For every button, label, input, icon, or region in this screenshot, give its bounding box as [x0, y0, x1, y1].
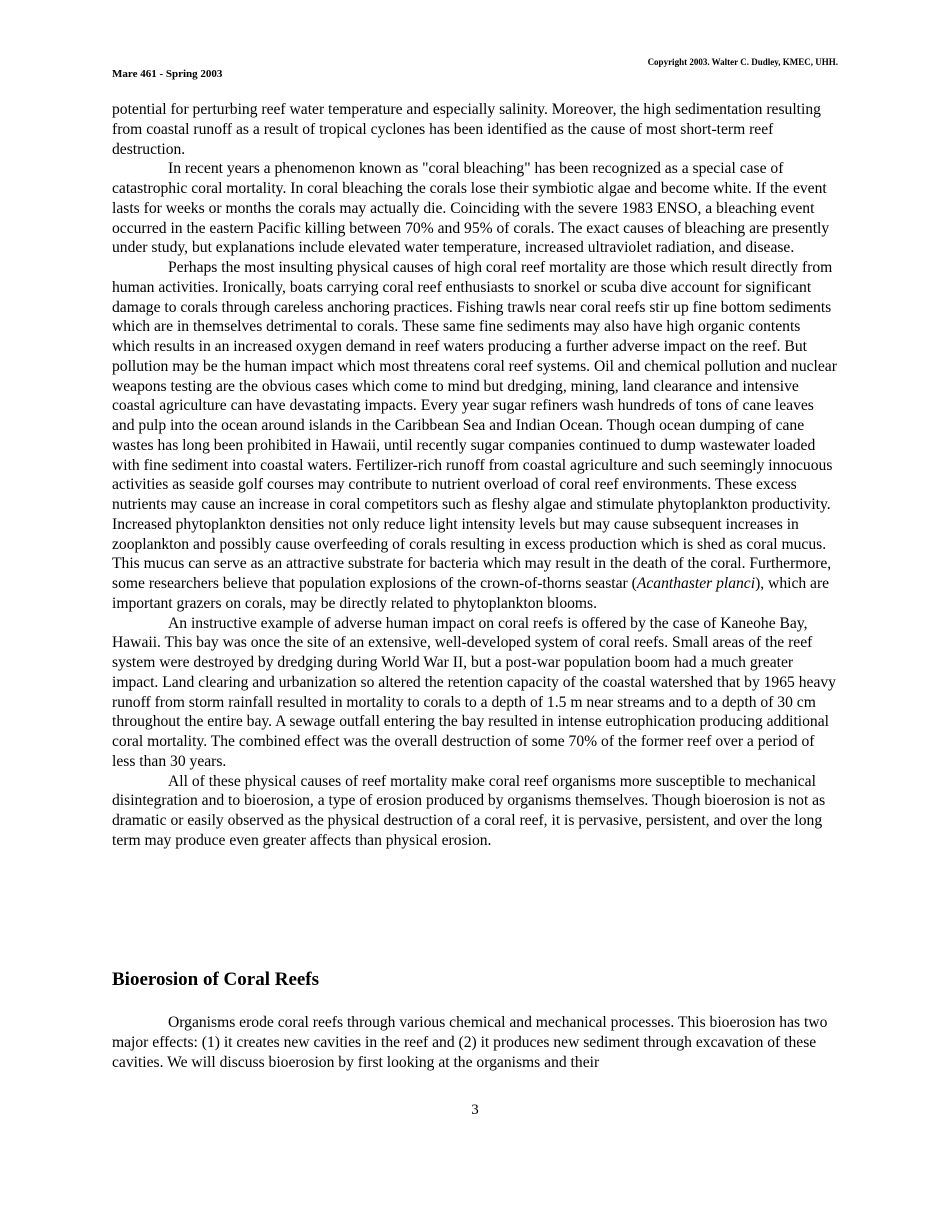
section-heading: Bioerosion of Coral Reefs	[112, 969, 320, 990]
body-text	[112, 100, 839, 851]
paragraph-human-activities	[112, 258, 839, 614]
paragraph-human-activities-end: ), which are important grazers on corals, may be directly related to phytoplankton blooms.	[112, 575, 830, 612]
species-name: Acanthaster planci	[636, 575, 756, 592]
paragraph-bioerosion-processes: Organisms erode coral reefs through various chemical and mechanical processes. This bioerosion has two major effects: (1) it creates new cavities in the reef and (2) it produces new sediment through excavation of these cavities. We will discuss bioerosion by first looking at the organisms and their	[112, 1014, 828, 1071]
paragraph-human-activities-text: Perhaps the most insulting physical causes of high coral reef mortality are those which result directly from human activities. Ironically, boats carrying coral reef enthusiasts to snorkel or scuba dive account for significant damage to corals through careless anchoring practices. Fishing trawls near coral reefs stir up fine bottom sediments which are in themselves detrimental to corals. These same fine sediments may also have high organic contents which results in an increased oxygen demand in reef waters producing a further adverse impact on the reef. But pollution may be the human impact which most threatens coral reef systems. Oil and chemical pollution and nuclear weapons testing are the obvious cases which come to mind but dredging, mining, land clearance and intensive coastal agriculture can have devastating impacts. Every year sugar refiners wash hundreds of tons of cane leaves and pulp into the ocean around islands in the Caribbean Sea and Indian Ocean. Though ocean dumping of cane wastes has long been prohibited in Hawaii, until recently sugar companies continued to dump wastewater loaded with fine sediment into coastal waters. Fertilizer-rich runoff from coastal agriculture and such seemingly innocuous activities as seaside golf courses may contribute to nutrient overload of coral reef environments. These excess nutrients may cause an increase in coral competitors such as fleshy algae and stimulate phytoplankton productivity. Increased phytoplankton densities not only reduce light intensity levels but may cause subsequent increases in zooplankton and possibly cause overfeeding of corals resulting in excess production which is shed as coral mucus. This mucus can serve as an attractive substrate for bacteria which may result in the death of the coral. Furthermore, some researchers believe that population explosions of the crown-of-thorns seastar (	[112, 259, 837, 592]
paragraph-kaneohe-bay: An instructive example of adverse human impact on coral reefs is offered by the case of Kaneohe Bay, Hawaii. This bay was once the site of an extensive, well-developed system of coral reefs. Small areas of the reef system were destroyed by dredging during World War II, but a post-war population boom had a much greater impact. Land clearing and urbanization so altered the retention capacity of the coastal watershed that by 1965 heavy runoff from storm rainfall resulted in mortality to corals to a depth of 1.5 m near streams and to a depth of 30 cm throughout the entire bay. A sewage outfall entering the bay resulted in intense eutrophication producing additional coral mortality. The combined effect was the overall destruction of some 70% of the former reef over a period of less than 30 years.	[112, 614, 836, 770]
paragraph-bioerosion-intro: All of these physical causes of reef mortality make coral reef organisms more susceptible to mechanical disintegration and to bioerosion, a type of erosion produced by organisms themselves. Though bioerosion is not as dramatic or easily observed as the physical destruction of a coral reef, it is pervasive, persistent, and over the long term may produce even greater affects than physical erosion.	[112, 772, 826, 849]
page-number: 3	[471, 1102, 479, 1118]
paragraph-coral-bleaching: In recent years a phenomenon known as "coral bleaching" has been recognized as a special case of catastrophic coral mortality. In coral bleaching the corals lose their symbiotic algae and become white. If the event lasts for weeks or months the corals may actually die. Coinciding with the severe 1983 ENSO, a bleaching event occurred in the eastern Pacific killing between 70% and 95% of corals. The exact causes of bleaching are presently under study, but explanations include elevated water temperature, increased ultraviolet radiation, and disease.	[112, 160, 830, 257]
copyright-notice: Copyright 2003. Walter C. Dudley, KMEC, UHH.	[647, 57, 838, 67]
course-header: Mare 461 - Spring 2003	[112, 68, 223, 80]
paragraph-sedimentation: potential for perturbing reef water temperature and especially salinity. Moreover, the high sedimentation resulting from coastal runoff as a result of tropical cyclones has been identified as the cause of most short-term reef destruction.	[112, 101, 821, 158]
